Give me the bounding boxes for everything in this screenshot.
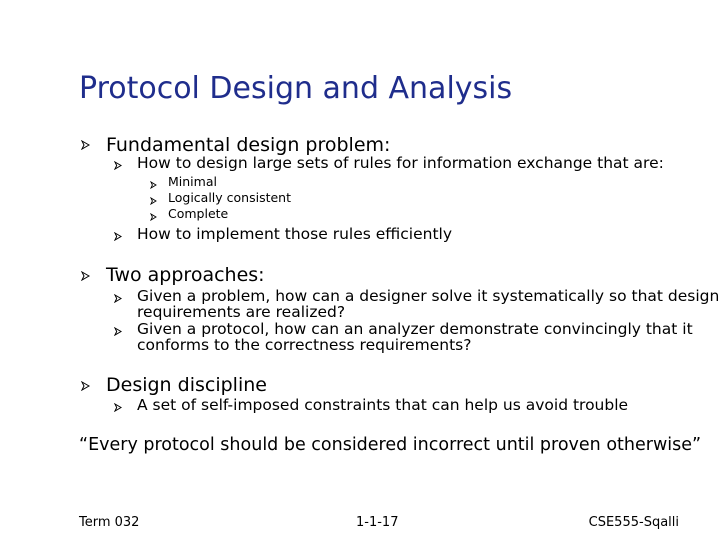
bullet-two-approaches: Two approaches:	[106, 264, 265, 286]
arrow-bullet-icon	[150, 181, 160, 191]
bullet-given-problem-line1: Given a problem, how can a designer solve it systematically so that design	[137, 287, 720, 305]
footer-term: Term 032	[79, 515, 140, 530]
footer-course: CSE555-Sqalli	[588, 515, 679, 530]
bullet-given-protocol-line1: Given a protocol, how can an analyzer demonstrate convincingly that it	[137, 320, 693, 338]
bullet-given-problem-line2: requirements are realized?	[137, 303, 346, 321]
arrow-bullet-icon	[114, 403, 124, 413]
slide-title: Protocol Design and Analysis	[79, 71, 513, 106]
arrow-bullet-icon	[150, 213, 160, 223]
quote-text: “Every protocol should be considered incorrect until proven otherwise”	[79, 435, 702, 455]
arrow-bullet-icon	[81, 271, 91, 281]
bullet-complete: Complete	[168, 206, 229, 221]
arrow-bullet-icon	[150, 197, 160, 207]
arrow-bullet-icon	[81, 140, 91, 150]
bullet-how-design: How to design large sets of rules for information exchange that are:	[137, 154, 664, 172]
bullet-design-discipline: Design discipline	[106, 374, 267, 396]
arrow-bullet-icon	[81, 381, 91, 391]
bullet-logically-consistent: Logically consistent	[168, 190, 292, 205]
bullet-fundamental: Fundamental design problem:	[106, 134, 391, 156]
arrow-bullet-icon	[114, 294, 124, 304]
arrow-bullet-icon	[114, 327, 124, 337]
bullet-how-implement: How to implement those rules efficiently	[137, 225, 453, 243]
arrow-bullet-icon	[114, 161, 124, 171]
bullet-given-protocol-line2: conforms to the correctness requirements?	[137, 336, 472, 354]
arrow-bullet-icon	[114, 232, 124, 242]
bullet-self-imposed: A set of self-imposed constraints that can help us avoid trouble	[137, 396, 629, 414]
bullet-minimal: Minimal	[168, 174, 217, 189]
footer-page-number: 1-1-17	[356, 515, 399, 530]
